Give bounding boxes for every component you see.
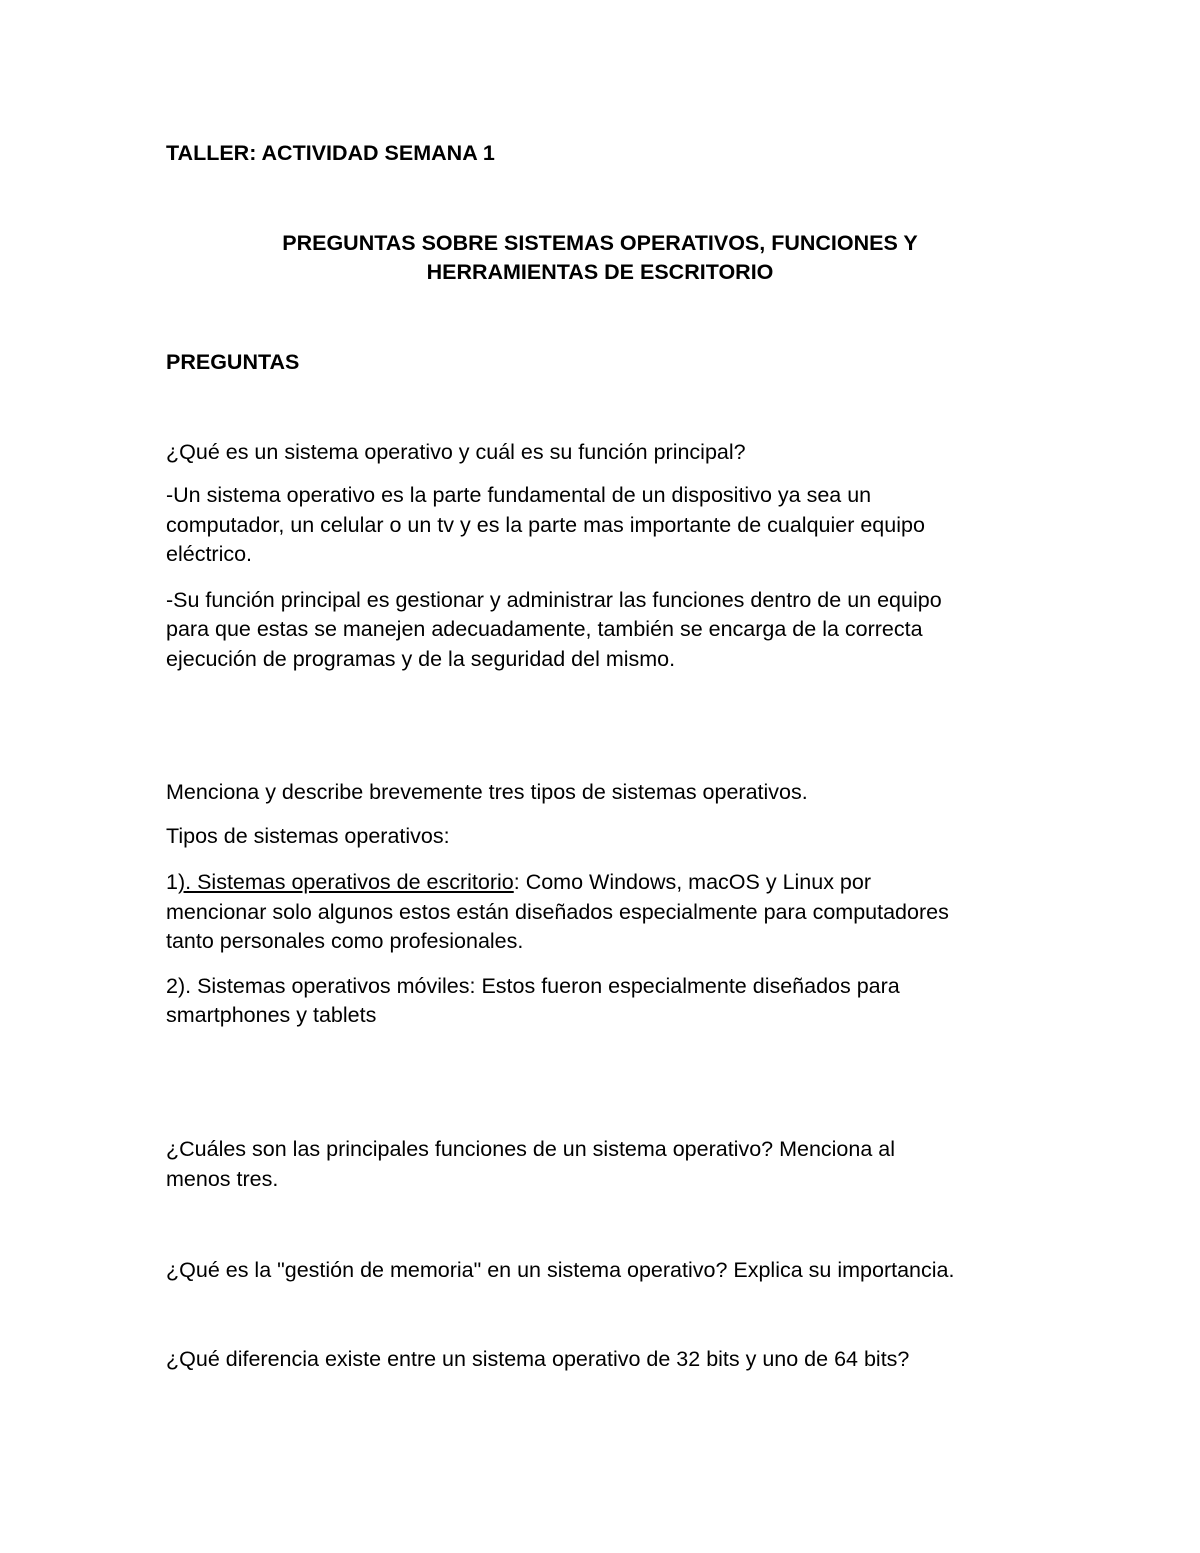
answer-1-line-2: computador, un celular o un tv y es la parte mas importante de cualquier equipo (166, 513, 925, 537)
answer-2-line-1: -Su función principal es gestionar y administrar las funciones dentro de un equipo (166, 588, 942, 612)
type-1-underlined-title: ). Sistemas operativos de escritorio (177, 870, 514, 894)
section-heading: PREGUNTAS (166, 350, 300, 374)
document-subtitle-line-2: HERRAMIENTAS DE ESCRITORIO (426, 260, 774, 284)
type-1-description: : Como Windows, macOS y Linux por (513, 870, 872, 894)
types-intro: Tipos de sistemas operativos: (166, 824, 450, 848)
question-5: ¿Qué diferencia existe entre un sistema operativo de 32 bits y uno de 64 bits? (166, 1347, 910, 1371)
question-1: ¿Qué es un sistema operativo y cuál es su función principal? (166, 440, 746, 464)
type-2-line-1: 2). Sistemas operativos móviles: Estos fueron especialmente diseñados para (166, 974, 900, 998)
type-1-line-3: tanto personales como profesionales. (166, 929, 524, 953)
type-1-line-2: mencionar solo algunos estos están diseñados especialmente para computadores (166, 900, 949, 924)
question-3-line-1: ¿Cuáles son las principales funciones de un sistema operativo? Menciona al (166, 1137, 896, 1161)
document-title: TALLER: ACTIVIDAD SEMANA 1 (166, 141, 495, 165)
document-subtitle-line-1: PREGUNTAS SOBRE SISTEMAS OPERATIVOS, FUNCIONES Y (282, 231, 918, 255)
type-1-number: 1 (166, 870, 178, 894)
answer-2-line-2: para que estas se manejen adecuadamente, también se encarga de la correcta (166, 617, 923, 641)
answer-2-line-3: ejecución de programas y de la seguridad del mismo. (166, 647, 676, 671)
question-4: ¿Qué es la "gestión de memoria" en un sistema operativo? Explica su importancia. (166, 1258, 955, 1282)
answer-1-line-1: -Un sistema operativo es la parte fundamental de un dispositivo ya sea un (166, 483, 872, 507)
question-2: Menciona y describe brevemente tres tipos de sistemas operativos. (166, 780, 808, 804)
answer-1-line-3: eléctrico. (166, 542, 253, 566)
question-3-line-2: menos tres. (166, 1167, 279, 1191)
type-1-line-1 (166, 868, 871, 898)
type-2-line-2: smartphones y tablets (166, 1003, 377, 1027)
